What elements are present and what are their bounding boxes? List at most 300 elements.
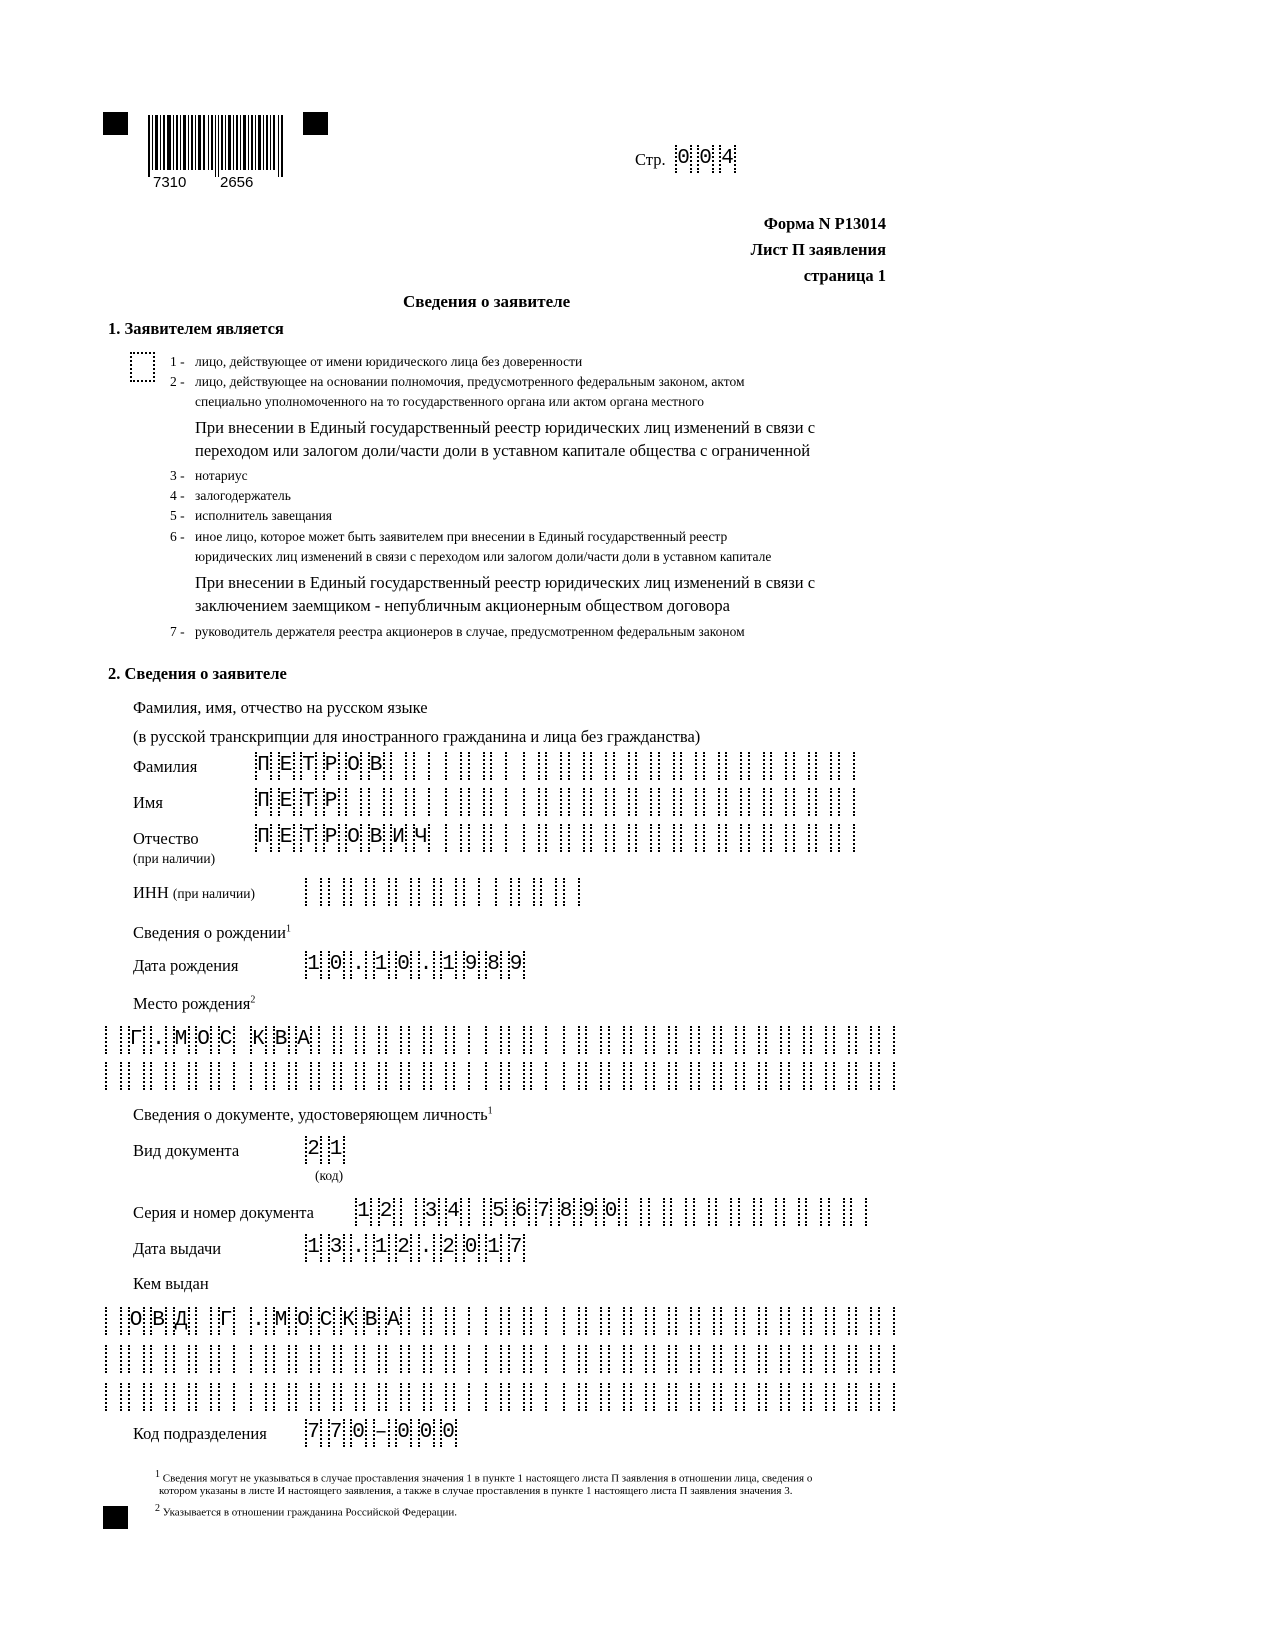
char-cell[interactable] [788, 1345, 805, 1373]
char-cell[interactable] [635, 788, 652, 816]
char-cell[interactable] [173, 1345, 190, 1373]
char-cell[interactable] [648, 1198, 665, 1226]
char-cell[interactable]: О [128, 1307, 145, 1335]
char-cell[interactable] [878, 1307, 895, 1335]
char-cell[interactable] [625, 1198, 642, 1226]
char-cell[interactable] [675, 1026, 692, 1054]
char-cell[interactable] [743, 1307, 760, 1335]
char-cell[interactable] [805, 1198, 822, 1226]
char-cell[interactable] [250, 1062, 267, 1090]
char-cell[interactable]: 1 [485, 1234, 502, 1262]
char-cell[interactable] [585, 1026, 602, 1054]
char-cell[interactable]: 5 [490, 1198, 507, 1226]
char-cell[interactable]: . [418, 951, 435, 979]
char-cell[interactable] [385, 1062, 402, 1090]
char-cell[interactable] [368, 788, 385, 816]
char-cell[interactable]: 8 [485, 951, 502, 979]
char-cell[interactable] [608, 1026, 625, 1054]
char-cell[interactable] [385, 1345, 402, 1373]
char-cell[interactable] [838, 752, 855, 780]
char-cell[interactable] [770, 788, 787, 816]
char-cell[interactable] [698, 1062, 715, 1090]
char-cell[interactable] [340, 1345, 357, 1373]
char-cell[interactable] [530, 1383, 547, 1411]
char-cell[interactable] [698, 1383, 715, 1411]
char-cell[interactable] [218, 1383, 235, 1411]
char-cell[interactable]: . [150, 1026, 167, 1054]
char-cell[interactable] [430, 1307, 447, 1335]
char-cell[interactable] [508, 1383, 525, 1411]
char-cell[interactable] [390, 752, 407, 780]
char-cell[interactable] [218, 1345, 235, 1373]
char-cell[interactable] [855, 1062, 872, 1090]
char-cell[interactable] [590, 824, 607, 852]
char-cell[interactable] [295, 1345, 312, 1373]
char-cell[interactable] [585, 1383, 602, 1411]
char-cell[interactable] [363, 1383, 380, 1411]
char-cell[interactable]: 0 [603, 1198, 620, 1226]
char-cell[interactable] [653, 1345, 670, 1373]
char-cell[interactable] [545, 824, 562, 852]
char-cell[interactable] [440, 878, 457, 906]
char-cell[interactable]: 4 [445, 1198, 462, 1226]
char-cell[interactable]: 0 [328, 951, 345, 979]
char-cell[interactable] [485, 1026, 502, 1054]
char-cell[interactable] [630, 1307, 647, 1335]
char-cell[interactable] [430, 1026, 447, 1054]
char-cell[interactable]: Д [173, 1307, 190, 1335]
char-cell[interactable]: 7 [328, 1419, 345, 1447]
char-cell[interactable] [340, 1026, 357, 1054]
char-cell[interactable] [463, 878, 480, 906]
char-cell[interactable]: М [273, 1307, 290, 1335]
char-cell[interactable] [855, 1383, 872, 1411]
char-cell[interactable] [128, 1383, 145, 1411]
char-cell[interactable] [530, 1062, 547, 1090]
char-cell[interactable] [838, 788, 855, 816]
char-cell[interactable] [340, 1062, 357, 1090]
char-cell[interactable] [363, 1062, 380, 1090]
char-cell[interactable] [418, 878, 435, 906]
char-cell[interactable] [613, 788, 630, 816]
char-cell[interactable] [653, 1383, 670, 1411]
char-cell[interactable]: 3 [423, 1198, 440, 1226]
char-cell[interactable] [508, 1026, 525, 1054]
char-cell[interactable] [608, 1062, 625, 1090]
char-cell[interactable]: . [250, 1307, 267, 1335]
char-cell[interactable] [833, 1345, 850, 1373]
char-cell[interactable]: 0 [350, 1419, 367, 1447]
char-cell[interactable] [195, 1345, 212, 1373]
char-cell[interactable] [850, 1198, 867, 1226]
char-cell[interactable] [878, 1026, 895, 1054]
applicant-type-checkbox[interactable] [130, 352, 155, 382]
char-cell[interactable] [563, 1345, 580, 1373]
char-cell[interactable] [855, 1026, 872, 1054]
char-cell[interactable] [653, 1062, 670, 1090]
char-cell[interactable] [273, 1383, 290, 1411]
char-cell[interactable]: Е [278, 752, 295, 780]
char-cell[interactable]: 2 [305, 1136, 322, 1164]
char-cell[interactable] [703, 824, 720, 852]
char-cell[interactable] [318, 1026, 335, 1054]
char-cell[interactable] [675, 1062, 692, 1090]
char-cell[interactable]: А [385, 1307, 402, 1335]
char-cell[interactable] [250, 1345, 267, 1373]
char-cell[interactable] [390, 788, 407, 816]
char-cell[interactable] [720, 1345, 737, 1373]
char-cell[interactable] [408, 1307, 425, 1335]
char-cell[interactable] [345, 788, 362, 816]
char-cell[interactable] [318, 1383, 335, 1411]
char-cell[interactable] [878, 1062, 895, 1090]
char-cell[interactable] [838, 824, 855, 852]
char-cell[interactable]: 6 [513, 1198, 530, 1226]
char-cell[interactable] [793, 824, 810, 852]
char-cell[interactable] [530, 1026, 547, 1054]
char-cell[interactable] [855, 1345, 872, 1373]
char-cell[interactable] [788, 1307, 805, 1335]
char-cell[interactable] [590, 752, 607, 780]
char-cell[interactable] [815, 788, 832, 816]
char-cell[interactable] [743, 1383, 760, 1411]
char-cell[interactable]: Е [278, 788, 295, 816]
char-cell[interactable] [828, 1198, 845, 1226]
char-cell[interactable]: 9 [508, 951, 525, 979]
char-cell[interactable] [675, 1345, 692, 1373]
char-cell[interactable]: 1 [305, 1234, 322, 1262]
char-cell[interactable] [608, 1383, 625, 1411]
char-cell[interactable] [218, 1062, 235, 1090]
char-cell[interactable]: В [273, 1026, 290, 1054]
char-cell[interactable] [295, 1062, 312, 1090]
char-cell[interactable] [408, 1062, 425, 1090]
char-cell[interactable] [658, 824, 675, 852]
char-cell[interactable] [250, 1383, 267, 1411]
char-cell[interactable] [810, 1307, 827, 1335]
char-cell[interactable]: В [150, 1307, 167, 1335]
char-cell[interactable]: О [345, 752, 362, 780]
char-cell[interactable] [413, 752, 430, 780]
char-cell[interactable] [653, 1307, 670, 1335]
char-cell[interactable]: 1 [355, 1198, 372, 1226]
char-cell[interactable] [568, 752, 585, 780]
char-cell[interactable]: Г [128, 1026, 145, 1054]
char-cell[interactable] [105, 1026, 122, 1054]
char-cell[interactable] [720, 1026, 737, 1054]
char-cell[interactable] [490, 752, 507, 780]
char-cell[interactable]: 7 [535, 1198, 552, 1226]
char-cell[interactable] [760, 1198, 777, 1226]
char-cell[interactable] [658, 752, 675, 780]
char-cell[interactable] [545, 788, 562, 816]
char-cell[interactable]: 1 [373, 1234, 390, 1262]
char-cell[interactable] [530, 1345, 547, 1373]
char-cell[interactable] [680, 788, 697, 816]
char-cell[interactable] [810, 1026, 827, 1054]
char-cell[interactable] [748, 752, 765, 780]
char-cell[interactable] [613, 752, 630, 780]
char-cell[interactable] [468, 1198, 485, 1226]
char-cell[interactable] [328, 878, 345, 906]
char-cell[interactable] [743, 1345, 760, 1373]
char-cell[interactable] [523, 752, 540, 780]
char-cell[interactable] [408, 1345, 425, 1373]
char-cell[interactable] [698, 1345, 715, 1373]
char-cell[interactable]: 8 [558, 1198, 575, 1226]
char-cell[interactable] [445, 752, 462, 780]
char-cell[interactable]: П [255, 752, 272, 780]
char-cell[interactable] [508, 1345, 525, 1373]
char-cell[interactable] [453, 1383, 470, 1411]
char-cell[interactable] [568, 824, 585, 852]
char-cell[interactable] [495, 878, 512, 906]
char-cell[interactable] [453, 1026, 470, 1054]
char-cell[interactable] [490, 788, 507, 816]
char-cell[interactable]: Р [323, 824, 340, 852]
char-cell[interactable]: О [195, 1026, 212, 1054]
char-cell[interactable]: С [318, 1307, 335, 1335]
char-cell[interactable]: Е [278, 824, 295, 852]
char-cell[interactable] [453, 1307, 470, 1335]
char-cell[interactable] [635, 752, 652, 780]
char-cell[interactable]: С [218, 1026, 235, 1054]
char-cell[interactable] [150, 1345, 167, 1373]
char-cell[interactable] [833, 1026, 850, 1054]
char-cell[interactable] [585, 1062, 602, 1090]
char-cell[interactable] [430, 1345, 447, 1373]
char-cell[interactable]: О [345, 824, 362, 852]
char-cell[interactable] [485, 1307, 502, 1335]
char-cell[interactable] [788, 1062, 805, 1090]
char-cell[interactable] [608, 1307, 625, 1335]
char-cell[interactable] [630, 1062, 647, 1090]
char-cell[interactable]: 0 [395, 951, 412, 979]
char-cell[interactable] [363, 1345, 380, 1373]
char-cell[interactable] [105, 1307, 122, 1335]
char-cell[interactable] [508, 1062, 525, 1090]
char-cell[interactable]: В [363, 1307, 380, 1335]
char-cell[interactable] [810, 1345, 827, 1373]
char-cell[interactable]: 1 [305, 951, 322, 979]
char-cell[interactable] [770, 752, 787, 780]
char-cell[interactable]: Ч [413, 824, 430, 852]
char-cell[interactable] [408, 1026, 425, 1054]
char-cell[interactable]: 9 [463, 951, 480, 979]
char-cell[interactable] [585, 1345, 602, 1373]
char-cell[interactable] [855, 1307, 872, 1335]
char-cell[interactable] [305, 878, 322, 906]
char-cell[interactable] [273, 1062, 290, 1090]
char-cell[interactable] [738, 1198, 755, 1226]
char-cell[interactable]: 9 [580, 1198, 597, 1226]
char-cell[interactable]: Т [300, 788, 317, 816]
char-cell[interactable]: 7 [305, 1419, 322, 1447]
char-cell[interactable] [173, 1383, 190, 1411]
char-cell[interactable] [430, 1062, 447, 1090]
char-cell[interactable] [150, 1383, 167, 1411]
char-cell[interactable] [630, 1026, 647, 1054]
char-cell[interactable] [485, 1345, 502, 1373]
char-cell[interactable] [468, 752, 485, 780]
char-cell[interactable] [490, 824, 507, 852]
char-cell[interactable] [385, 1383, 402, 1411]
char-cell[interactable] [408, 1383, 425, 1411]
char-cell[interactable]: О [295, 1307, 312, 1335]
char-cell[interactable]: Т [300, 752, 317, 780]
char-cell[interactable]: 0 [418, 1419, 435, 1447]
char-cell[interactable] [720, 1307, 737, 1335]
char-cell[interactable] [703, 752, 720, 780]
char-cell[interactable] [788, 1383, 805, 1411]
char-cell[interactable]: Р [323, 752, 340, 780]
char-cell[interactable] [128, 1062, 145, 1090]
char-cell[interactable]: 1 [373, 951, 390, 979]
char-cell[interactable] [563, 878, 580, 906]
char-cell[interactable]: К [250, 1026, 267, 1054]
char-cell[interactable] [430, 1383, 447, 1411]
char-cell[interactable] [653, 1026, 670, 1054]
char-cell[interactable] [445, 788, 462, 816]
char-cell[interactable] [363, 1026, 380, 1054]
char-cell[interactable] [400, 1198, 417, 1226]
char-cell[interactable] [783, 1198, 800, 1226]
char-cell[interactable] [765, 1345, 782, 1373]
char-cell[interactable] [453, 1345, 470, 1373]
char-cell[interactable] [693, 1198, 710, 1226]
char-cell[interactable] [563, 1026, 580, 1054]
char-cell[interactable] [698, 1307, 715, 1335]
char-cell[interactable]: Т [300, 824, 317, 852]
char-cell[interactable]: В [368, 752, 385, 780]
char-cell[interactable] [518, 878, 535, 906]
char-cell[interactable] [715, 1198, 732, 1226]
char-cell[interactable] [523, 824, 540, 852]
char-cell[interactable] [545, 752, 562, 780]
char-cell[interactable] [658, 788, 675, 816]
char-cell[interactable] [195, 1062, 212, 1090]
char-cell[interactable] [318, 1345, 335, 1373]
char-cell[interactable] [453, 1062, 470, 1090]
char-cell[interactable] [635, 824, 652, 852]
char-cell[interactable] [748, 788, 765, 816]
char-cell[interactable] [563, 1307, 580, 1335]
char-cell[interactable] [485, 1062, 502, 1090]
char-cell[interactable] [128, 1345, 145, 1373]
char-cell[interactable] [195, 1383, 212, 1411]
char-cell[interactable] [468, 824, 485, 852]
char-cell[interactable]: М [173, 1026, 190, 1054]
char-cell[interactable] [340, 1383, 357, 1411]
char-cell[interactable]: 0 [440, 1419, 457, 1447]
char-cell[interactable] [793, 752, 810, 780]
char-cell[interactable] [878, 1345, 895, 1373]
char-cell[interactable] [878, 1383, 895, 1411]
char-cell[interactable] [195, 1307, 212, 1335]
char-cell[interactable] [743, 1062, 760, 1090]
char-cell[interactable] [725, 788, 742, 816]
char-cell[interactable] [508, 1307, 525, 1335]
char-cell[interactable]: 2 [395, 1234, 412, 1262]
char-cell[interactable] [150, 1062, 167, 1090]
char-cell[interactable] [720, 1383, 737, 1411]
char-cell[interactable] [720, 1062, 737, 1090]
char-cell[interactable] [680, 824, 697, 852]
char-cell[interactable] [273, 1345, 290, 1373]
char-cell[interactable] [105, 1345, 122, 1373]
char-cell[interactable]: 1 [328, 1136, 345, 1164]
char-cell[interactable]: П [255, 788, 272, 816]
char-cell[interactable]: . [418, 1234, 435, 1262]
char-cell[interactable]: 0 [395, 1419, 412, 1447]
char-cell[interactable]: 7 [508, 1234, 525, 1262]
char-cell[interactable]: К [340, 1307, 357, 1335]
char-cell[interactable] [793, 788, 810, 816]
char-cell[interactable] [608, 1345, 625, 1373]
char-cell[interactable] [350, 878, 367, 906]
char-cell[interactable]: – [373, 1419, 390, 1447]
char-cell[interactable] [765, 1026, 782, 1054]
char-cell[interactable] [395, 878, 412, 906]
char-cell[interactable]: 2 [378, 1198, 395, 1226]
char-cell[interactable] [413, 788, 430, 816]
char-cell[interactable] [318, 1062, 335, 1090]
char-cell[interactable] [563, 1383, 580, 1411]
char-cell[interactable]: А [295, 1026, 312, 1054]
char-cell[interactable]: 3 [328, 1234, 345, 1262]
char-cell[interactable] [675, 1307, 692, 1335]
char-cell[interactable]: В [368, 824, 385, 852]
char-cell[interactable] [833, 1307, 850, 1335]
char-cell[interactable] [698, 1026, 715, 1054]
char-cell[interactable] [385, 1026, 402, 1054]
char-cell[interactable] [590, 788, 607, 816]
char-cell[interactable] [523, 788, 540, 816]
char-cell[interactable] [630, 1383, 647, 1411]
char-cell[interactable] [485, 1383, 502, 1411]
char-cell[interactable] [468, 788, 485, 816]
char-cell[interactable] [613, 824, 630, 852]
char-cell[interactable] [540, 878, 557, 906]
char-cell[interactable]: . [350, 951, 367, 979]
char-cell[interactable] [105, 1062, 122, 1090]
char-cell[interactable] [173, 1062, 190, 1090]
char-cell[interactable]: Р [323, 788, 340, 816]
char-cell[interactable]: 1 [440, 951, 457, 979]
char-cell[interactable] [585, 1307, 602, 1335]
char-cell[interactable] [770, 824, 787, 852]
char-cell[interactable] [445, 824, 462, 852]
char-cell[interactable] [670, 1198, 687, 1226]
char-cell[interactable]: 2 [440, 1234, 457, 1262]
char-cell[interactable] [788, 1026, 805, 1054]
char-cell[interactable] [833, 1383, 850, 1411]
char-cell[interactable] [630, 1345, 647, 1373]
char-cell[interactable] [815, 752, 832, 780]
char-cell[interactable]: Г [218, 1307, 235, 1335]
char-cell[interactable] [725, 824, 742, 852]
char-cell[interactable] [675, 1383, 692, 1411]
char-cell[interactable]: . [350, 1234, 367, 1262]
char-cell[interactable] [810, 1383, 827, 1411]
char-cell[interactable] [295, 1383, 312, 1411]
char-cell[interactable] [815, 824, 832, 852]
char-cell[interactable] [743, 1026, 760, 1054]
char-cell[interactable] [530, 1307, 547, 1335]
char-cell[interactable] [703, 788, 720, 816]
char-cell[interactable] [765, 1307, 782, 1335]
char-cell[interactable] [568, 788, 585, 816]
